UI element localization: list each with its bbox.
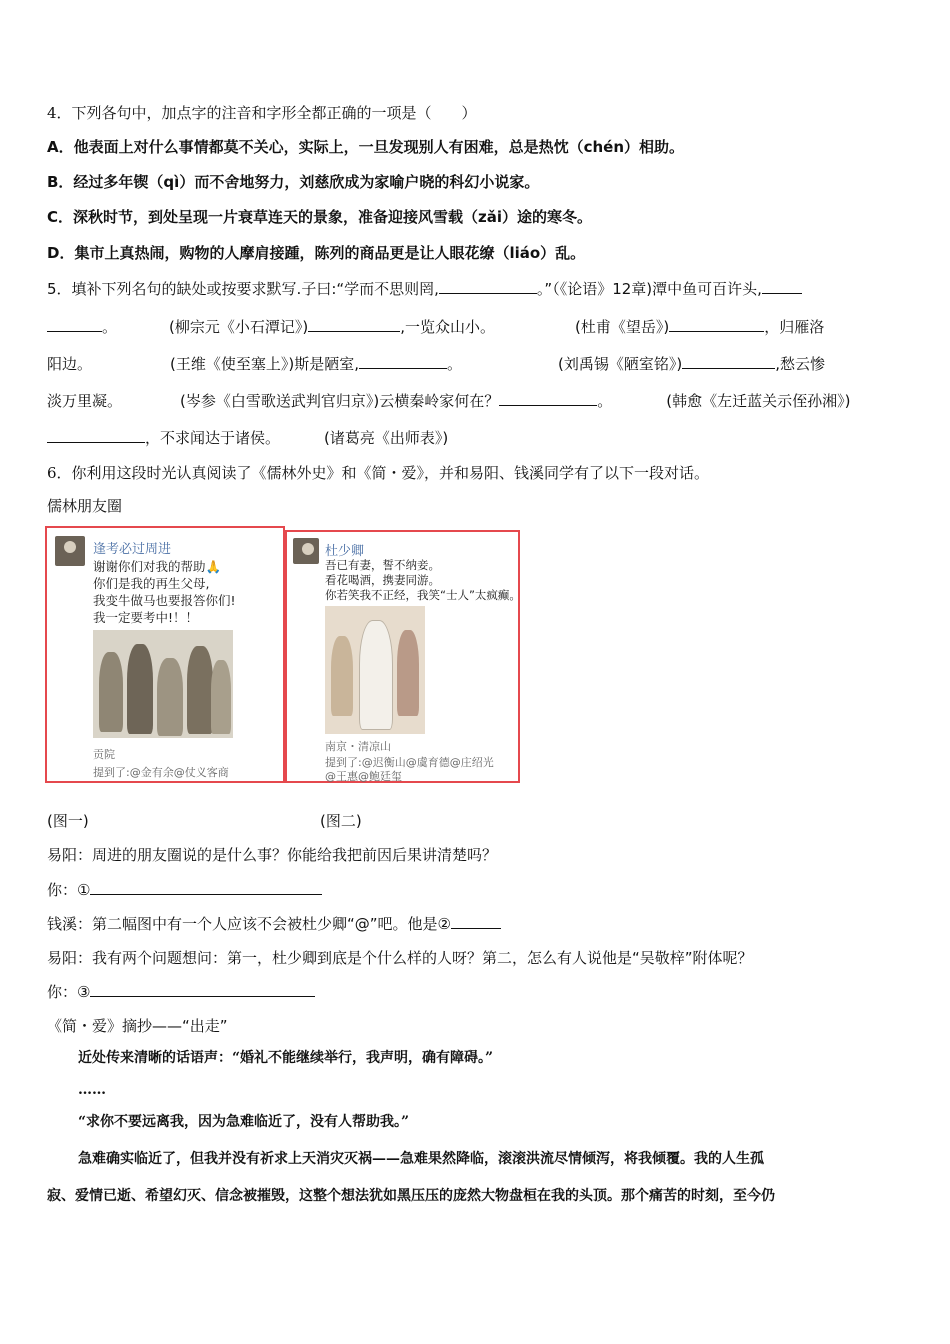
dialogue-yiyang-1: 易阳：周进的朋友圈说的是什么事？你能给我把前因后果讲清楚吗？ bbox=[47, 846, 498, 864]
excerpt-line: …… bbox=[78, 1082, 106, 1098]
moments-post-dushaoqing bbox=[285, 530, 520, 783]
answer-blank[interactable] bbox=[682, 354, 775, 369]
answer-blank[interactable] bbox=[90, 982, 315, 997]
post-username: 逢考必过周进 bbox=[93, 542, 172, 557]
figure-caption-1: (图一) bbox=[47, 812, 89, 830]
q5-line-1: 5．填补下列名句的缺处或按要求默写.子曰:“学而不思则罔, 。”（《论语》12章)潭中鱼可百许头, bbox=[47, 279, 802, 299]
q5-line-5: ，不求闻达于诸侯。 (诸葛亮《出师表》) bbox=[47, 428, 448, 448]
post-photo bbox=[93, 630, 233, 738]
post-mentions: 提到了:@金有余@仗义客商 bbox=[93, 766, 229, 779]
answer-blank[interactable] bbox=[439, 279, 537, 294]
post-text: 谢谢你们对我的帮助🙏 你们是我的再生父母, 我变牛做马也要报答你们! 我一定要考中!！！ bbox=[93, 559, 236, 625]
q5-line-4: 淡万里凝。 (岑参《白雪歌送武判官归京》)云横秦岭家何在？ 。 (韩愈《左迁蓝关示侄孙湘》) bbox=[47, 392, 851, 410]
figure-caption-2: (图二) bbox=[320, 812, 362, 830]
avatar bbox=[293, 538, 319, 564]
post-location: 南京・清凉山 bbox=[325, 740, 391, 753]
answer-blank[interactable] bbox=[47, 428, 145, 443]
excerpt-line: 寂、爱情已逝、希望幻灭、信念被摧毁，这整个想法犹如黑压压的庞然大物盘桓在我的头顶。那个痛苦的时刻，至今仍 bbox=[47, 1188, 775, 1204]
q4-option-c: C．深秋时节，到处呈现一片衰草连天的景象，准备迎接风雪载（zǎi）途的寒冬。 bbox=[47, 208, 593, 226]
moments-post-zhoujin bbox=[45, 526, 285, 783]
answer-blank[interactable] bbox=[669, 317, 764, 332]
q6-stem: 6．你利用这段时光认真阅读了《儒林外史》和《简・爱》，并和易阳、钱溪同学有了以下一段对话。 bbox=[47, 464, 710, 482]
post-photo bbox=[325, 606, 425, 734]
q5-line-3: 阳边。 (王维《使至塞上》)斯是陋室, 。 (刘禹锡《陋室铭》) ,愁云惨 bbox=[47, 355, 826, 373]
answer-blank[interactable] bbox=[47, 317, 102, 332]
answer-blank[interactable] bbox=[359, 354, 447, 369]
q4-option-d: D．集市上真热闹，购物的人摩肩接踵，陈列的商品更是让人眼花缭（liáo）乱。 bbox=[47, 244, 586, 262]
q4-option-a: A．他表面上对什么事情都莫不关心，实际上，一旦发现别人有困难，总是热忱（chén）相助。 bbox=[47, 138, 685, 156]
dialogue-you-1: 你：① bbox=[47, 880, 322, 900]
post-location: 贡院 bbox=[93, 748, 115, 761]
dialogue-qianxi: 钱溪：第二幅图中有一个人应该不会被杜少卿“@”吧。他是② bbox=[47, 914, 501, 934]
q4-stem: 4．下列各句中，加点字的注音和字形全都正确的一项是（ ） bbox=[47, 104, 477, 122]
post-mentions: @王惠@鲍廷玺 bbox=[325, 770, 402, 783]
excerpt-line: 近处传来清晰的话语声：“婚礼不能继续举行，我声明，确有障碍。” bbox=[78, 1050, 494, 1066]
q5-line-2: 。 (柳宗元《小石潭记》) ,一览众山小。 (杜甫《望岳》) ，归雁洛 bbox=[47, 317, 824, 337]
answer-blank[interactable] bbox=[451, 914, 501, 929]
excerpt-line: 急难确实临近了，但我并没有祈求上天消灾灭祸——急难果然降临，滚滚洪流尽情倾泻，将我倾覆。我的人生孤 bbox=[78, 1151, 764, 1167]
section-title: 儒林朋友圈 bbox=[47, 497, 123, 515]
post-mentions: 提到了:@迟衡山@虞育德@庄绍光 bbox=[325, 756, 494, 769]
answer-blank[interactable] bbox=[90, 880, 322, 895]
dialogue-yiyang-2: 易阳：我有两个问题想问：第一，杜少卿到底是个什么样的人呀？第二，怎么有人说他是“吴敬梓”附体呢？ bbox=[47, 949, 753, 967]
answer-blank[interactable] bbox=[762, 279, 802, 294]
post-text: 吾已有妻，誓不纳妾。 看花喝酒，携妻同游。 你若笑我不正经，我笑“士人”太疯癫。 bbox=[325, 558, 521, 602]
post-username: 杜少卿 bbox=[325, 544, 365, 559]
answer-blank[interactable] bbox=[499, 391, 597, 406]
q4-option-b: B．经过多年锲（qì）而不舍地努力，刘慈欣成为家喻户晓的科幻小说家。 bbox=[47, 173, 540, 191]
excerpt-title: 《简・爱》摘抄——“出走” bbox=[47, 1017, 228, 1035]
answer-blank[interactable] bbox=[308, 317, 400, 332]
excerpt-line: “求你不要远离我，因为急难临近了，没有人帮助我。” bbox=[78, 1114, 410, 1130]
dialogue-you-2: 你：③ bbox=[47, 982, 315, 1002]
avatar bbox=[55, 536, 85, 566]
